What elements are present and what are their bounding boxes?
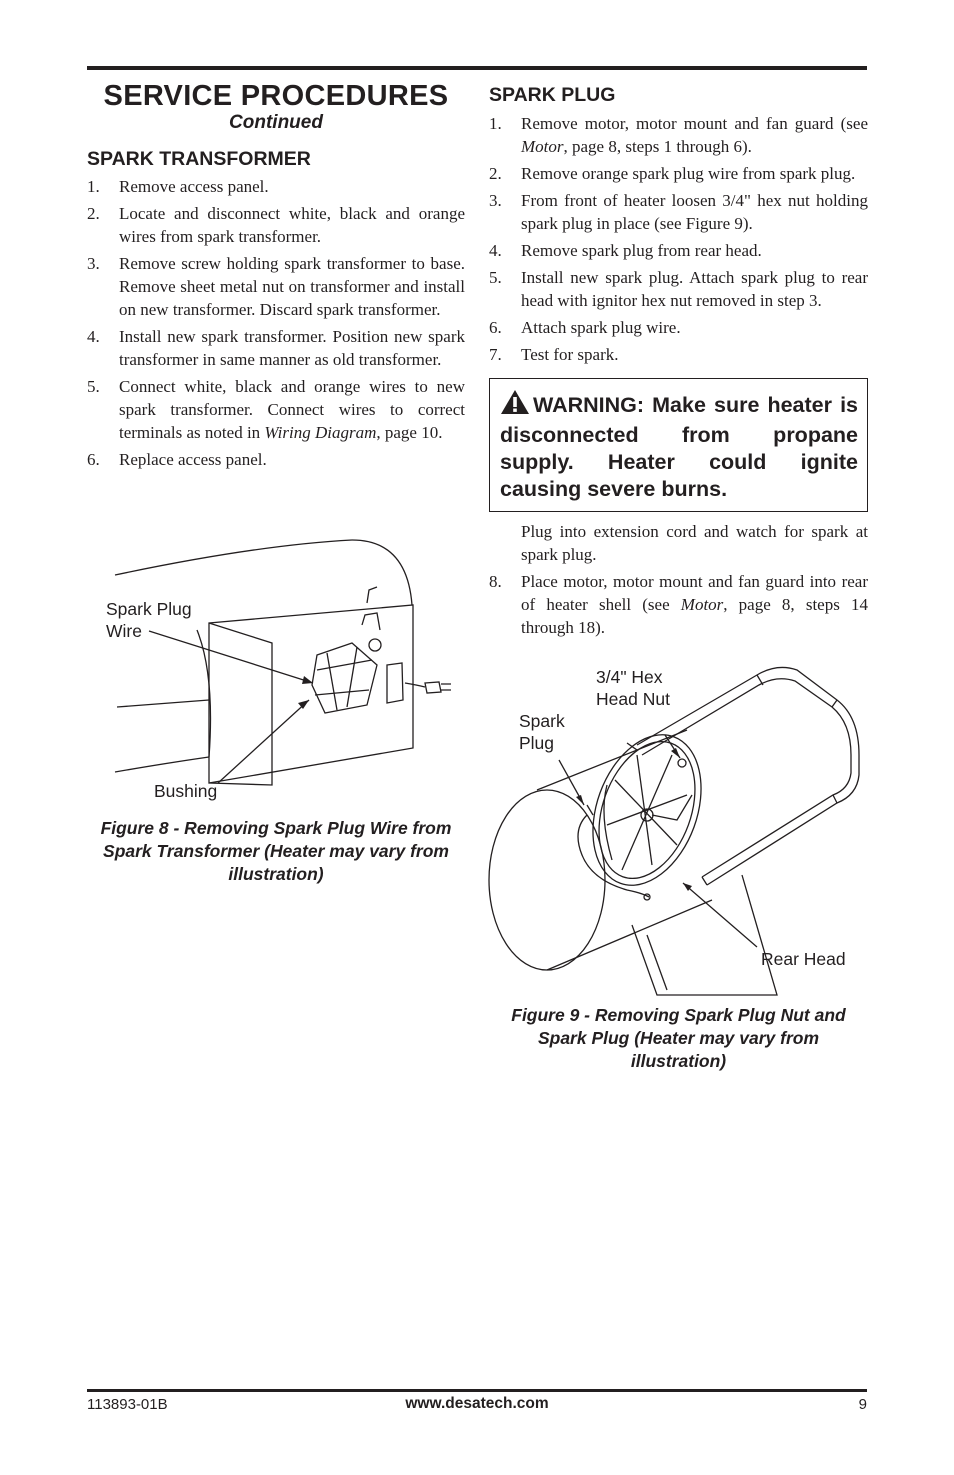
step-text-italic: Motor (521, 137, 564, 156)
figure-8-label-spark-plug-wire (106, 598, 192, 642)
step-number: 1. (489, 114, 502, 133)
spark-transformer-heading: SPARK TRANSFORMER (87, 148, 311, 170)
step-number: 7. (489, 345, 502, 364)
top-rule (87, 66, 867, 70)
figure-9-label-hex-nut (596, 666, 670, 710)
step-text: Remove motor, motor mount and fan guard (see (521, 114, 868, 133)
warning-triangle-icon (500, 389, 530, 422)
label-line: Wire (106, 621, 142, 641)
step-text: Connect white, black and orange wires to new spark transformer. Connect wires to correct terminals as noted in (119, 377, 465, 442)
list-item (489, 316, 868, 339)
step-text-italic: Motor (680, 595, 724, 614)
label-line: Spark Plug (106, 599, 192, 619)
label-line: Spark (519, 711, 565, 731)
step-text: , page 8, steps 1 through 6). (563, 137, 752, 156)
list-item (87, 448, 465, 471)
figure-9-caption: Figure 9 - Removing Spark Plug Nut and Spark Plug (Heater may vary from illustration) (511, 1005, 846, 1071)
step-number: 5. (87, 377, 100, 396)
figure-8-label-bushing: Bushing (154, 781, 218, 801)
figure-9-label-rear-head: Rear Head (761, 949, 846, 969)
step-number: 1. (87, 177, 100, 196)
step-text: Remove orange spark plug wire from spark plug. (521, 164, 856, 183)
bottom-rule (87, 1389, 867, 1392)
step-number: 8. (489, 572, 502, 591)
list-item (87, 175, 465, 198)
list-item (489, 343, 868, 366)
list-item (87, 375, 465, 444)
step-text: Test for spark. (521, 345, 619, 364)
list-item (87, 325, 465, 371)
page-title: SERVICE PROCEDURES (103, 80, 449, 112)
list-item (489, 239, 868, 262)
right-column (489, 78, 868, 643)
step-text-italic: Wiring Diagram (264, 423, 377, 442)
spark-plug-steps-continued (489, 570, 868, 639)
list-item (489, 189, 868, 235)
page-number: 9 (858, 1396, 867, 1413)
step-text: Replace access panel. (119, 450, 267, 469)
spark-transformer-steps (87, 175, 465, 471)
after-warning-text: Plug into extension cord and watch for spark at spark plug. (521, 522, 868, 564)
step-text: Install new spark transformer. Position new spark transformer in same manner as old transformer. (119, 327, 465, 369)
website-link[interactable]: www.desatech.com (405, 1395, 549, 1412)
step-number: 6. (489, 318, 502, 337)
step-text: , page 8, steps 14 through 18). (521, 595, 868, 637)
spark-plug-heading: SPARK PLUG (489, 84, 616, 106)
step-text: Remove access panel. (119, 177, 269, 196)
page-subtitle: Continued (229, 112, 323, 133)
step-text: Attach spark plug wire. (521, 318, 681, 337)
warning-text: WARNING: Make sure heater is disconnected from propane supply. Heater could ignite causing severe burns. (500, 393, 858, 501)
step-number: 2. (489, 164, 502, 183)
spark-plug-steps (489, 112, 868, 366)
label-line: Head Nut (596, 689, 670, 709)
step-text: , page 10. (376, 423, 443, 442)
step-number: 4. (87, 327, 100, 346)
list-item (87, 202, 465, 248)
figure-8-caption: Figure 8 - Removing Spark Plug Wire from Spark Transformer (Heater may vary from illustration) (100, 818, 452, 884)
step-number: 3. (489, 191, 502, 210)
list-item (489, 112, 868, 158)
step-text: Place motor, motor mount and fan guard into rear of heater shell (see (521, 572, 868, 614)
step-text: From front of heater loosen 3/4" hex nut holding spark plug in place (see Figure 9). (521, 191, 868, 233)
figure-8-illustration (87, 535, 467, 810)
step-text: Locate and disconnect white, black and orange wires from spark transformer. (119, 204, 465, 246)
step-number: 2. (87, 204, 100, 223)
label-line: 3/4" Hex (596, 667, 663, 687)
step-text: Remove spark plug from rear head. (521, 241, 762, 260)
figure-9-label-spark-plug (519, 710, 565, 754)
left-column (87, 78, 465, 475)
list-item (87, 252, 465, 321)
step-number: 4. (489, 241, 502, 260)
document-number: 113893-01B (87, 1396, 168, 1413)
step-number: 3. (87, 254, 100, 273)
step-number: 5. (489, 268, 502, 287)
label-line: Plug (519, 733, 555, 753)
step-number: 6. (87, 450, 100, 469)
list-item (489, 162, 868, 185)
warning-box (489, 378, 868, 512)
step-text: Remove screw holding spark transformer to base. Remove sheet metal nut on transformer and install on new transformer. Discard spark transformer. (119, 254, 465, 319)
step-text: Install new spark plug. Attach spark plug to rear head with ignitor hex nut removed in step 3. (521, 268, 868, 310)
list-item (489, 570, 868, 639)
list-item (489, 266, 868, 312)
